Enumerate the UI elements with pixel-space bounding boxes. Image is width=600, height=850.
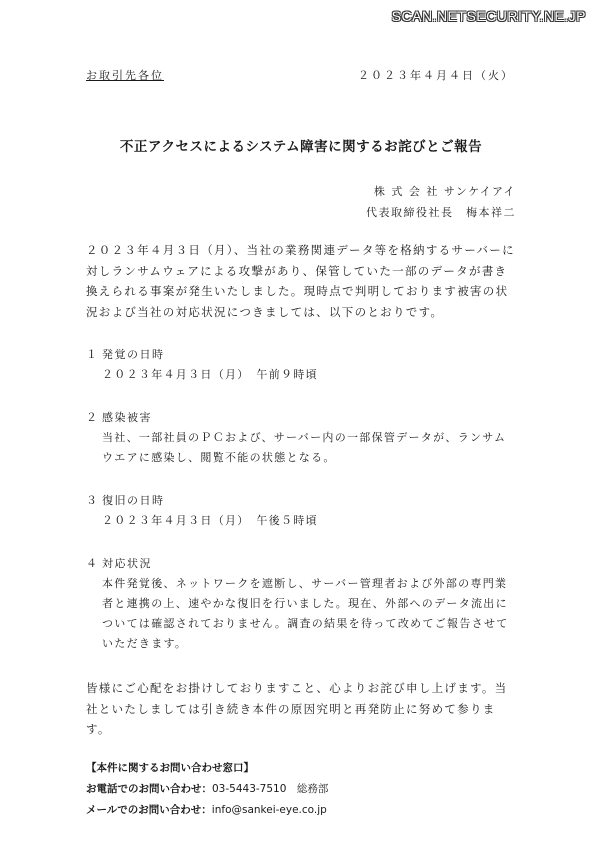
section-heading: 対応状況: [102, 557, 152, 570]
section-damage: [86, 409, 516, 468]
closing-paragraph: 皆様にご心配をお掛けしておりますこと、心よりお詫び申し上げます。当社といたしましては引き続き本件の原因究明と再発防止に努めて参ります。: [86, 681, 508, 736]
document-header: [86, 67, 516, 83]
section-recovery: [86, 492, 516, 531]
section-title: [86, 409, 516, 425]
document-title: 不正アクセスによるシステム障害に関するお詫びとご報告: [119, 139, 483, 155]
section-number: ４: [86, 557, 99, 570]
email-link[interactable]: info@sankei-eye.co.jp: [211, 803, 327, 816]
section-discovery: [86, 346, 516, 385]
document-page: [86, 60, 516, 821]
section-number: ２: [86, 411, 99, 424]
issuer-block: [86, 181, 516, 223]
section-body: 当社、一部社員のＰＣおよび、サーバー内の一部保管データが、ランサムウエアに感染し、閲覧不能の状態となる。: [102, 431, 507, 464]
email-label: メールでのお問い合わせ：: [86, 803, 212, 816]
phone-value: 03-5443-7510 総務部: [212, 782, 329, 795]
contact-heading: 【本件に関するお問い合わせ窓口】: [86, 761, 254, 774]
section-heading: 復旧の日時: [102, 494, 165, 507]
email-contact: [86, 800, 516, 821]
section-title: [86, 346, 516, 362]
section-heading: 発覚の日時: [102, 348, 165, 361]
phone-contact: [86, 779, 516, 800]
section-number: ３: [86, 494, 99, 507]
recipient: お取引先各位: [86, 69, 164, 82]
section-body: ２０２３年４月３日（月） 午前９時頃: [102, 368, 318, 381]
company-name: 株 式 会 社 サンケイアイ: [373, 185, 516, 198]
watermark: SCAN.NETSECURITY.NE.JP: [391, 8, 586, 24]
intro-paragraph: ２０２３年４月３日（月）、当社の業務関連データ等を格納するサーバーに対しランサムウェアによる攻撃があり、保管していた一部のデータが書き換えられる事案が発生いたしました。現時点で判明しております被害の状況および当社の対応状況につきましては、以下のとおりです。: [86, 243, 515, 319]
section-body: ２０２３年４月３日（月） 午後５時頃: [102, 514, 318, 527]
phone-label: お電話でのお問い合わせ：: [86, 782, 212, 795]
representative: 代表取締役社長 梅本祥二: [366, 206, 516, 219]
document-date: ２０２３年４月４日（火）: [358, 69, 514, 82]
contact-block: [86, 758, 516, 821]
section-response: [86, 555, 516, 654]
section-number: １: [86, 348, 99, 361]
section-body: 本件発覚後、ネットワークを遮断し、サーバー管理者および外部の専門業者と連携の上、速やかな復旧を行いました。現在、外部へのデータ流出については確認されておりません。調査の結果を待って改めてご報告させていただきます。: [102, 577, 509, 650]
section-title: [86, 492, 516, 508]
section-heading: 感染被害: [102, 411, 152, 424]
section-title: [86, 555, 516, 571]
